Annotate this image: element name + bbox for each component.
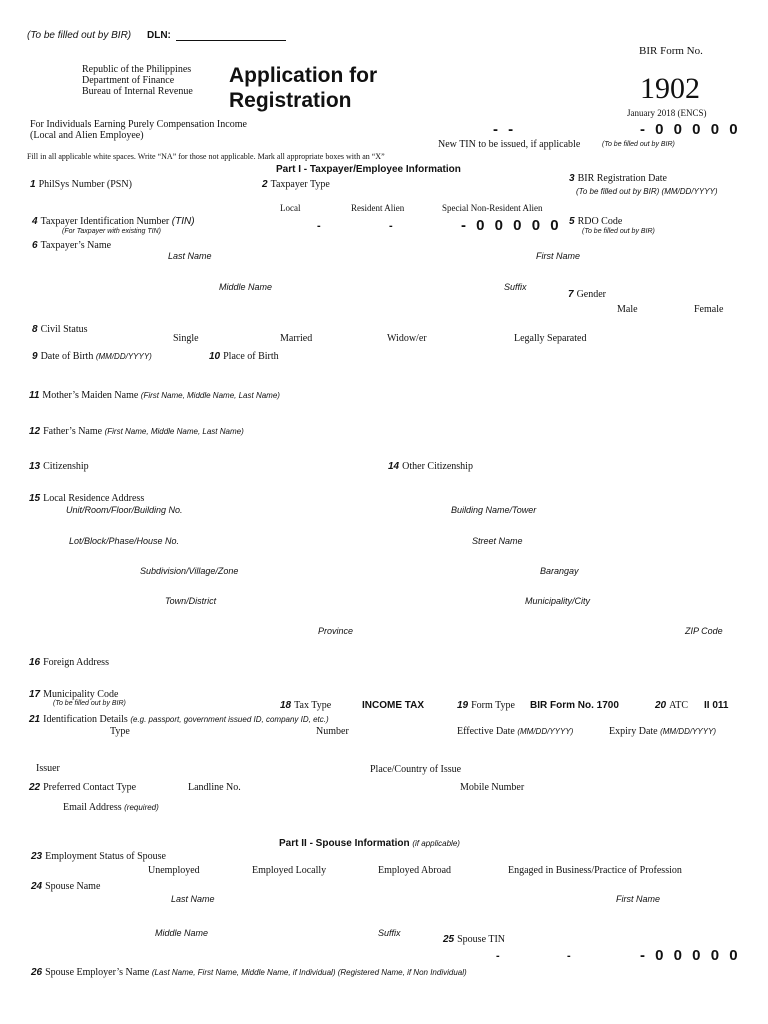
field-11-note: (First Name, Middle Name, Last Name) xyxy=(140,391,280,400)
field-17-municipality-code xyxy=(29,689,118,701)
field-8-label: Civil Status xyxy=(40,324,88,335)
field-11-mothers-maiden-name[interactable] xyxy=(29,390,280,402)
field-5-note: (To be filled out by BIR) xyxy=(582,228,655,235)
gender-male[interactable]: Male xyxy=(617,304,638,315)
field-18-number: 18 xyxy=(280,700,292,711)
field-17-number: 17 xyxy=(29,689,41,700)
field-4-dash-2: - xyxy=(389,220,393,232)
field-5-number: 5 xyxy=(569,216,575,227)
civil-status-widower[interactable]: Widow/er xyxy=(387,333,427,344)
contact-landline[interactable]: Landline No. xyxy=(188,782,241,793)
spouse-status-business[interactable]: Engaged in Business/Practice of Profession xyxy=(508,865,682,876)
field-26-number: 26 xyxy=(31,967,43,978)
field-3-label: BIR Registration Date xyxy=(577,173,667,184)
form-title-line-1: Application for xyxy=(229,64,378,87)
new-tin-dashes: - - xyxy=(493,121,517,138)
field-10-place-of-birth[interactable] xyxy=(209,351,279,363)
part1-heading: Part I - Taxpayer/Employee Information xyxy=(276,164,461,175)
address-subdivision[interactable]: Subdivision/Village/Zone xyxy=(140,566,239,576)
new-tin-suffix: - 0 0 0 0 0 xyxy=(640,121,741,138)
id-place-of-issue[interactable]: Place/Country of Issue xyxy=(370,764,462,775)
field-10-label: Place of Birth xyxy=(223,351,279,362)
field-25-number: 25 xyxy=(443,934,455,945)
agency-line-1: Republic of the Philippines xyxy=(82,64,192,75)
id-expiry-date-label: Expiry Date xyxy=(609,726,658,737)
field-2-number: 2 xyxy=(262,179,268,190)
instructions: Fill in all applicable white spaces. Write “NA” for those not applicable. Mark all appropriate boxes with an “X” xyxy=(27,152,385,161)
dln-field[interactable] xyxy=(176,28,286,41)
address-zip[interactable]: ZIP Code xyxy=(685,626,723,636)
address-province[interactable]: Province xyxy=(318,626,354,636)
form-number: 1902 xyxy=(640,72,700,105)
dln-label: DLN: xyxy=(147,30,171,41)
agency-line-3: Bureau of Internal Revenue xyxy=(82,86,193,97)
spouse-last-name[interactable]: Last Name xyxy=(171,894,215,904)
address-unit[interactable]: Unit/Room/Floor/Building No. xyxy=(66,505,183,515)
id-expiry-date[interactable] xyxy=(609,726,716,738)
taxpayer-suffix[interactable]: Suffix xyxy=(504,282,527,292)
field-15-number: 15 xyxy=(29,493,41,504)
spouse-suffix[interactable]: Suffix xyxy=(378,928,401,938)
field-12-label: Father’s Name xyxy=(43,426,103,437)
civil-status-married[interactable]: Married xyxy=(280,333,313,344)
address-building[interactable]: Building Name/Tower xyxy=(451,505,537,515)
taxpayer-type-special-nonresident-alien[interactable]: Special Non-Resident Alien xyxy=(442,203,543,213)
field-14-number: 14 xyxy=(388,461,400,472)
field-22-number: 22 xyxy=(29,782,41,793)
address-street[interactable]: Street Name xyxy=(472,536,523,546)
field-9-number: 9 xyxy=(32,351,38,362)
civil-status-legally-separated[interactable]: Legally Separated xyxy=(514,333,587,344)
spouse-middle-name[interactable]: Middle Name xyxy=(155,928,209,938)
id-number[interactable]: Number xyxy=(316,726,349,737)
taxpayer-first-name[interactable]: First Name xyxy=(536,251,581,261)
field-1-psn[interactable] xyxy=(30,179,132,191)
taxpayer-type-local[interactable]: Local xyxy=(280,203,301,213)
field-26-label: Spouse Employer’s Name xyxy=(45,967,150,978)
field-4-tin[interactable] xyxy=(32,216,195,228)
form-no-label: BIR Form No. xyxy=(639,45,703,57)
id-expiry-date-note: (MM/DD/YYYY) xyxy=(660,727,717,736)
field-21-identification xyxy=(29,714,329,726)
field-1-label: PhilSys Number (PSN) xyxy=(38,179,132,190)
field-3-registration-date xyxy=(569,173,667,185)
address-lot[interactable]: Lot/Block/Phase/House No. xyxy=(69,536,180,546)
taxpayer-middle-name[interactable]: Middle Name xyxy=(219,282,273,292)
field-2-label: Taxpayer Type xyxy=(270,179,330,190)
taxpayer-last-name[interactable]: Last Name xyxy=(168,251,212,261)
taxpayer-type-resident-alien[interactable]: Resident Alien xyxy=(351,203,405,213)
address-municipality[interactable]: Municipality/City xyxy=(525,596,591,606)
field-15-label: Local Residence Address xyxy=(43,493,145,504)
field-21-number: 21 xyxy=(29,714,41,725)
contact-mobile[interactable]: Mobile Number xyxy=(460,782,525,793)
field-24-label: Spouse Name xyxy=(45,881,101,892)
address-town[interactable]: Town/District xyxy=(165,596,217,606)
id-effective-date-label: Effective Date xyxy=(457,726,515,737)
field-11-label: Mother’s Maiden Name xyxy=(42,390,139,401)
field-8-number: 8 xyxy=(32,324,38,335)
field-3-number: 3 xyxy=(569,173,575,184)
id-issuer[interactable]: Issuer xyxy=(36,763,60,774)
field-13-label: Citizenship xyxy=(43,461,89,472)
field-23-number: 23 xyxy=(31,851,43,862)
spouse-first-name[interactable]: First Name xyxy=(616,894,661,904)
field-26-note: (Last Name, First Name, Middle Name, if Individual) (Registered Name, if Non Individual) xyxy=(151,968,467,977)
field-20-number: 20 xyxy=(655,700,667,711)
field-12-note: (First Name, Middle Name, Last Name) xyxy=(104,427,244,436)
field-7-label: Gender xyxy=(576,289,606,300)
field-6-number: 6 xyxy=(32,240,38,251)
dln-note: (To be filled out by BIR) xyxy=(27,30,132,41)
field-7-gender xyxy=(568,289,606,301)
field-17-label: Municipality Code xyxy=(43,689,119,700)
form-title-line-2: Registration xyxy=(229,89,352,112)
field-14-label: Other Citizenship xyxy=(402,461,473,472)
field-25-spouse-tin[interactable] xyxy=(443,934,505,946)
part2-heading-note: (if applicable) xyxy=(412,839,460,848)
field-16-label: Foreign Address xyxy=(43,657,109,668)
field-21-label: Identification Details xyxy=(43,714,128,725)
field-4-number: 4 xyxy=(32,216,38,227)
field-24-spouse-name xyxy=(31,881,100,893)
spouse-tin-suffix: - 0 0 0 0 0 xyxy=(640,947,741,964)
field-4-tin-suffix: - 0 0 0 0 0 xyxy=(461,217,562,234)
field-2-taxpayer-type xyxy=(262,179,330,191)
new-tin-note: (To be filled out by BIR) xyxy=(602,141,675,148)
new-tin-label: New TIN to be issued, if applicable xyxy=(438,139,581,150)
field-6-label: Taxpayer’s Name xyxy=(40,240,112,251)
field-20-atc xyxy=(655,700,688,712)
contact-email-label: Email Address xyxy=(63,802,122,813)
field-5-rdo-code xyxy=(569,216,622,228)
field-12-number: 12 xyxy=(29,426,41,437)
field-4-label-tin: (TIN) xyxy=(171,216,195,227)
contact-email[interactable] xyxy=(63,802,159,814)
field-6-taxpayer-name xyxy=(32,240,111,252)
civil-status-single[interactable]: Single xyxy=(173,333,199,344)
field-18-label: Tax Type xyxy=(294,700,332,711)
field-7-number: 7 xyxy=(568,289,574,300)
gender-female[interactable]: Female xyxy=(694,304,724,315)
field-21-note: (e.g. passport, government issued ID, company ID, etc.) xyxy=(130,715,329,724)
address-barangay[interactable]: Barangay xyxy=(540,566,579,576)
field-22-label: Preferred Contact Type xyxy=(43,782,137,793)
field-19-label: Form Type xyxy=(471,700,515,711)
field-9-date-of-birth[interactable] xyxy=(32,351,152,363)
field-19-value: BIR Form No. 1700 xyxy=(530,700,619,711)
field-23-label: Employment Status of Spouse xyxy=(45,851,166,862)
field-13-number: 13 xyxy=(29,461,41,472)
field-24-number: 24 xyxy=(31,881,43,892)
spouse-tin-dash-2: - xyxy=(567,950,571,962)
field-1-number: 1 xyxy=(30,179,36,190)
field-9-note: (MM/DD/YYYY) xyxy=(95,352,152,361)
field-18-tax-type xyxy=(280,700,331,712)
field-20-label: ATC xyxy=(669,700,689,711)
spouse-status-employed-locally[interactable]: Employed Locally xyxy=(252,865,327,876)
field-8-civil-status xyxy=(32,324,88,336)
field-16-foreign-address[interactable] xyxy=(29,657,109,669)
field-4-label: Taxpayer Identification Number xyxy=(40,216,170,227)
field-17-note: (To be filled out by BIR) xyxy=(53,700,126,707)
field-19-number: 19 xyxy=(457,700,469,711)
field-14-other-citizenship[interactable] xyxy=(388,461,473,473)
field-25-label: Spouse TIN xyxy=(457,934,505,945)
field-22-contact-type xyxy=(29,782,136,794)
field-18-value: INCOME TAX xyxy=(362,700,425,711)
field-9-label: Date of Birth xyxy=(40,351,94,362)
subtitle-line-1: For Individuals Earning Purely Compensation Income xyxy=(30,119,247,130)
spouse-status-employed-abroad[interactable]: Employed Abroad xyxy=(378,865,452,876)
field-3-note: (To be filled out by BIR) (MM/DD/YYYY) xyxy=(576,187,718,196)
field-19-form-type xyxy=(457,700,515,712)
id-effective-date[interactable] xyxy=(457,726,573,738)
field-4-dash-1: - xyxy=(317,220,321,232)
spouse-tin-dash-1: - xyxy=(496,950,500,962)
part2-heading-title: Part II - Spouse Information xyxy=(279,838,410,849)
spouse-status-unemployed[interactable]: Unemployed xyxy=(148,865,200,876)
field-10-number: 10 xyxy=(209,351,221,362)
field-15-local-address xyxy=(29,493,144,505)
field-12-fathers-name[interactable] xyxy=(29,426,244,438)
contact-email-note: (required) xyxy=(124,803,159,812)
id-effective-date-note: (MM/DD/YYYY) xyxy=(517,727,574,736)
field-13-citizenship[interactable] xyxy=(29,461,89,473)
field-4-note: (For Taxpayer with existing TIN) xyxy=(62,228,161,235)
form-version: January 2018 (ENCS) xyxy=(627,108,707,118)
id-type[interactable]: Type xyxy=(110,726,130,737)
field-16-number: 16 xyxy=(29,657,41,668)
field-23-spouse-employment xyxy=(31,851,166,863)
part2-heading xyxy=(279,838,460,850)
field-11-number: 11 xyxy=(29,390,40,401)
agency-line-2: Department of Finance xyxy=(82,75,175,86)
field-5-label: RDO Code xyxy=(577,216,623,227)
subtitle-line-2: (Local and Alien Employee) xyxy=(30,130,144,141)
field-26-spouse-employer[interactable] xyxy=(31,967,467,979)
field-20-value: II 011 xyxy=(704,700,729,711)
